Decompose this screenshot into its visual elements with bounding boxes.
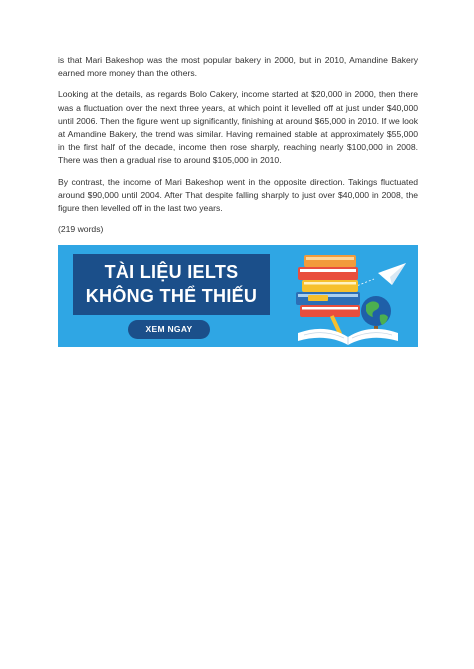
open-book-icon — [298, 329, 398, 345]
book-stack-icon — [296, 255, 360, 317]
banner-title-line-1: TÀI LIỆU IELTS — [104, 262, 239, 283]
ielts-materials-banner[interactable] — [58, 245, 418, 347]
document-page — [58, 54, 418, 347]
word-count: (219 words) — [58, 224, 104, 235]
globe-icon — [361, 296, 391, 334]
view-now-button[interactable]: XEM NGAY — [128, 320, 210, 339]
body-paragraph-1: is that Mari Bakeshop was the most popular bakery in 2000, but in 2010, Amandine Bakery earned more money than the others. — [58, 55, 418, 79]
banner-title-line-2: KHÔNG THỂ THIẾU — [85, 286, 258, 307]
body-paragraph-2: Looking at the details, as regards Bolo Cakery, income started at $20,000 in 2000, then there was a fluctuation over the next three years, at which point it levelled off at just under $40,000 until 2006. Then the figure went up significantly, finishing at around $65,000 in 2010. If we look at Amandine Bakery, the trend was similar. Having remained stable at approximately $55,000 in the first half of the decade, income then rose sharply, reaching nearly $100,000 in 2008. There was then a gradual rise to around $105,000 in 2010. — [58, 89, 418, 166]
body-paragraph-3: By contrast, the income of Mari Bakeshop went in the opposite direction. Takings fluctuated around $90,000 until 2004. After That despite falling sharply to just over $40,000 in 2008, the figure then levelled off in the last two years. — [58, 176, 418, 214]
paper-plane-icon — [354, 263, 406, 287]
books-illustration — [294, 249, 412, 345]
banner-title-box — [73, 254, 270, 315]
